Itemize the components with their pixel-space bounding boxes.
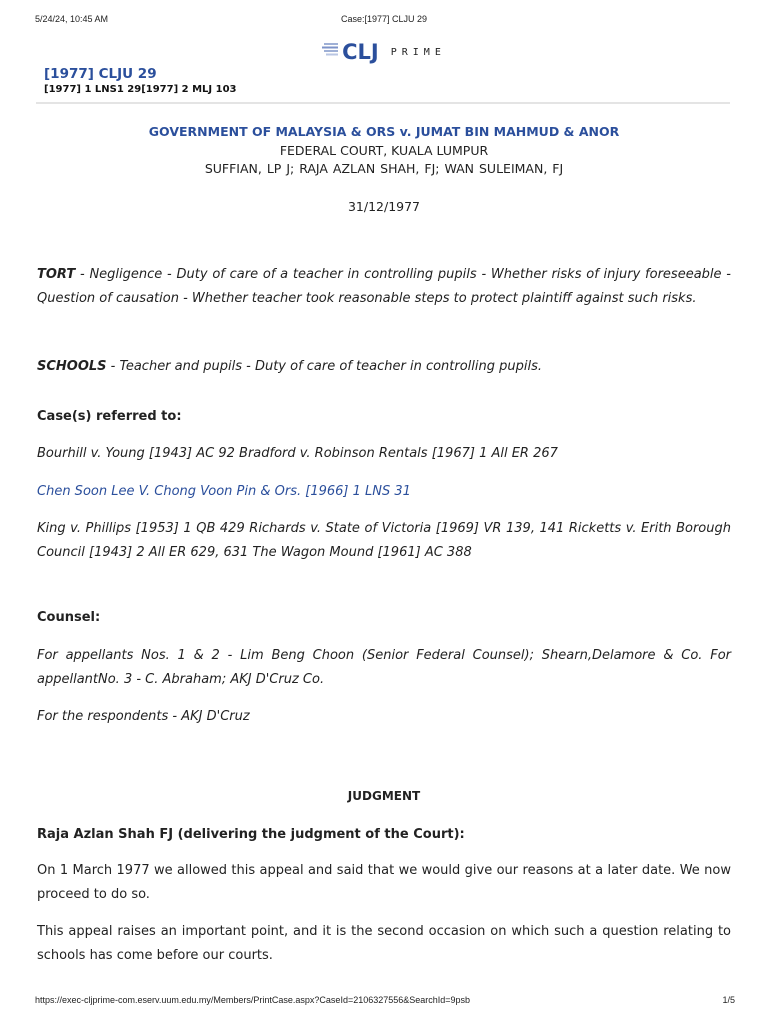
catchword-text: - Teacher and pupils - Duty of care of teacher in controlling pupils. — [106, 359, 543, 374]
cases-referred-heading: Case(s) referred to: — [37, 409, 182, 424]
judgment-paragraph: On 1 March 1977 we allowed this appeal and said that we would give our reasons at a later date. We now proceed to do so. — [37, 863, 731, 902]
alternate-citations: [1977] 1 LNS1 29[1977] 2 MLJ 103 — [44, 84, 237, 95]
page-number: 1/5 — [722, 995, 735, 1005]
cases-referred-link[interactable]: Chen Soon Lee V. Chong Voon Pin & Ors. [1966] 1 LNS 31 — [37, 484, 411, 499]
case-parties: GOVERNMENT OF MALAYSIA & ORS v. JUMAT BIN MAHMUD & ANOR — [148, 124, 620, 139]
citation-block — [44, 66, 237, 95]
catchword-text: - Negligence - Duty of care of a teacher in controlling pupils - Whether risks of injury foreseeable - Question of causation - Whether teacher took reasonable steps to protect plaintiff against such risks. — [37, 267, 731, 306]
clj-prime-logo — [0, 40, 768, 66]
judgment-byline: Raja Azlan Shah FJ (delivering the judgment of the Court): — [37, 827, 465, 842]
clj-logo-icon — [322, 42, 340, 62]
case-heading — [0, 123, 768, 216]
catchword-schools — [37, 355, 731, 379]
judgment-paragraph: This appeal raises an important point, and it is the second occasion on which such a question relating to schools has come before our courts. — [37, 924, 731, 963]
logo-brand: CLJ — [342, 40, 379, 64]
counsel-respondents: For the respondents - AKJ D'Cruz — [37, 709, 250, 724]
judgment-date: 31/12/1977 — [347, 198, 421, 214]
print-datetime: 5/24/24, 10:45 AM — [35, 14, 109, 24]
court-name: FEDERAL COURT, KUALA LUMPUR — [279, 142, 489, 158]
counsel-appellants: For appellants Nos. 1 & 2 - Lim Beng Choon (Senior Federal Counsel); Shearn,Delamore & Co. For appellantNo. 3 - C. Abraham; AKJ D'Cruz Co. — [37, 648, 731, 687]
logo-suffix: PRIME — [390, 46, 446, 58]
cases-referred-item: King v. Phillips [1953] 1 QB 429 Richards v. State of Victoria [1969] VR 139, 141 Ricketts v. Erith Borough Council [1943] 2 All ER 629, 631 The Wagon Mound [1961] AC 388 — [37, 521, 731, 560]
judgment-heading: JUDGMENT — [347, 789, 421, 803]
catchword-tort — [37, 263, 731, 310]
print-doc-title: Case:[1977] CLJU 29 — [340, 14, 428, 24]
catchword-label: SCHOOLS — [37, 359, 107, 374]
counsel-heading: Counsel: — [37, 610, 101, 625]
catchword-label: TORT — [37, 267, 76, 282]
main-citation: [1977] CLJU 29 — [44, 66, 157, 82]
cases-referred-item: Bourhill v. Young [1943] AC 92 Bradford v. Robinson Rentals [1967] 1 All ER 267 — [37, 446, 558, 461]
header-divider — [36, 102, 730, 104]
judges: SUFFIAN, LP J; RAJA AZLAN SHAH, FJ; WAN SULEIMAN, FJ — [204, 161, 564, 176]
page-url: https://exec-cljprime-com.eserv.uum.edu.my/Members/PrintCase.aspx?CaseId=2106327556&SearchId=9psb — [35, 995, 471, 1005]
